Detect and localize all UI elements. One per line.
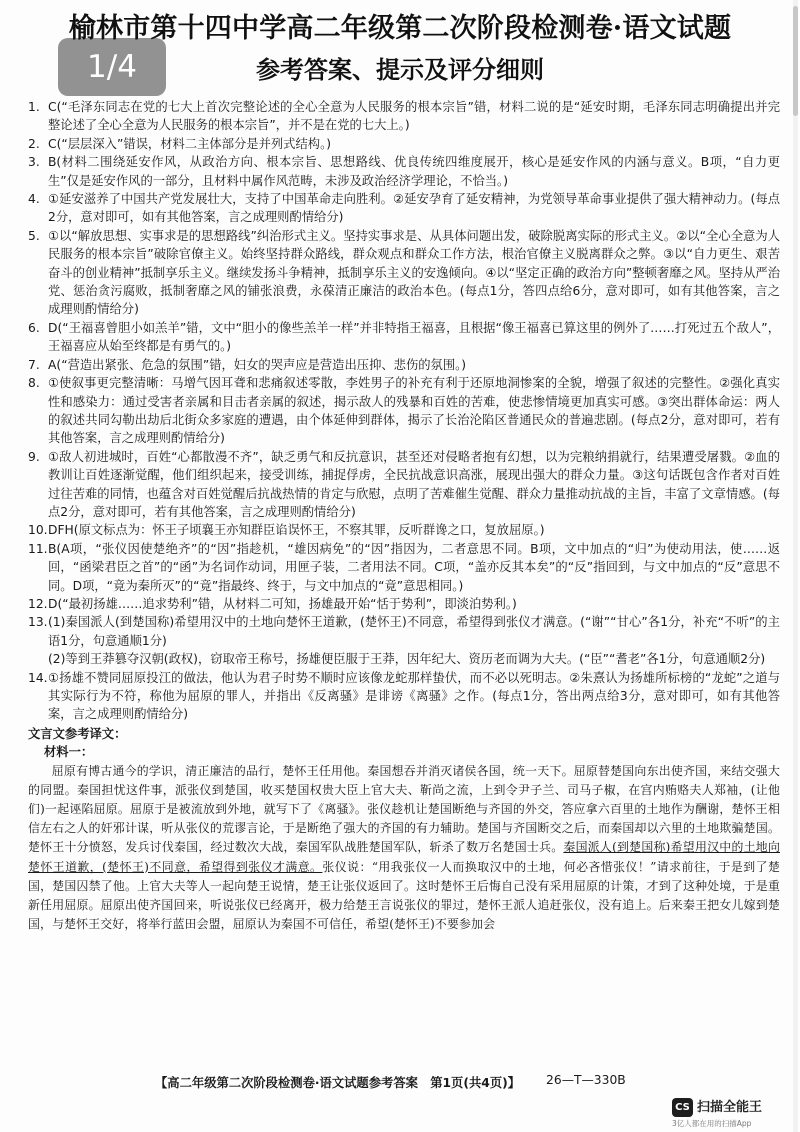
item-text: D(“王福喜曾胆小如羔羊”错，文中“胆小的像些羔羊一样”并非特指王福喜，且根据“像王福喜已算这里的例外了……打死过五个敌人”，王福喜应从始至终都是有勇气的。) — [48, 320, 780, 354]
item-number: 3. — [28, 155, 40, 170]
answer-item-3 — [28, 153, 780, 190]
item-number: 6. — [28, 320, 40, 335]
scrollbar-track[interactable] — [793, 0, 798, 1132]
item-number: 11. — [28, 541, 48, 556]
translation-heading: 文言文参考译文： — [28, 726, 127, 741]
answer-item-1 — [28, 98, 780, 135]
item-text: B(材料二围绕延安作风，从政治方向、根本宗旨、思想路线、优良传统四维度展开，核心是延安作风的内涵与意义。B项，“自力更生”仅是延安作风的一部分，且材料中属作风范畴，未涉及政治经济学理论，不恰当。) — [48, 155, 780, 188]
item-text: C(“层层深入”错误，材料二主体部分是并列式结构。) — [48, 136, 332, 151]
item-number: 12. — [28, 596, 48, 611]
item-text: (2)等到王莽篡夺汉朝(政权)，窃取帝王称号，扬雄便臣服于王莽，因年纪大、资历老而调为大夫。(“臣”“耆老”各1分，句意通顺2分) — [48, 652, 766, 667]
item-text: D(“最初扬雄……追求势利”错，从材料二可知，扬雄最开始“恬于势利”，即淡泊势利。) — [48, 596, 517, 611]
item-number: 10. — [28, 523, 48, 538]
translation-underlined-sentence: 秦国派人(到楚国称)希望用汉中的土地向楚怀王道歉，(楚怀王)不同意，希望得到张仪才满意。 — [28, 840, 780, 874]
item-number: 9. — [28, 449, 40, 464]
item-number: 8. — [28, 376, 40, 391]
page-footer — [155, 1073, 775, 1091]
logo-name: 扫描全能王 — [697, 1100, 763, 1115]
item-text: ①以“解放思想、实事求是的思想路线”纠治形式主义。坚持实事求是、从具体问题出发，破除脱离实际的形式主义。②以“全心全意为人民服务的根本宗旨”破除官僚主义。始终坚持群众路线，群众观点和群众工作方法，根治官僚主义脱离群众之弊。③以“自力更生、艰苦奋斗的创业精神”抵制享乐主义。继续发扬斗争精神，抵制享乐主义的安逸倾向。④以“坚定正确的政治方向”整顿奢靡之风。坚持从严治党、惩治贪污腐败，抵制奢靡之风的铺张浪费，永葆清正廉洁的政治本色。(每点1分，答四点给6分，意对即可，如有其他答案，言之成理则酌情给分) — [48, 228, 780, 317]
scanner-watermark-logo — [672, 1098, 794, 1130]
answer-item-6 — [28, 319, 780, 356]
item-number: 2. — [28, 136, 40, 151]
item-text: C(“毛泽东同志在党的七大上首次完整论述的全心全意为人民服务的根本宗旨”错，材料二说的是“延安时期，毛泽东同志明确提出并完整论述了全心全意为人民服务的根本宗旨”，并不是在党的七大上。) — [48, 100, 780, 133]
answer-item-13-part-1 — [28, 613, 780, 650]
answer-item-8 — [28, 374, 780, 448]
answer-item-10 — [28, 521, 780, 539]
item-text: DFH(原文标点为：怀王子顷襄王亦知群臣谄误怀王，不察其罪，反听群谗之口，复放屈原。) — [48, 523, 545, 538]
item-text: A(“营造出紧张、危急的氛围”错，妇女的哭声应是营造出压抑、悲伤的氛围。) — [48, 357, 467, 372]
answer-item-7 — [28, 356, 780, 374]
material-one-label: 材料一： — [44, 744, 94, 760]
scrollbar-thumb[interactable] — [793, 6, 798, 116]
footer-code: 26—T—330B — [546, 1073, 626, 1087]
item-text: ①使叙事更完整清晰：马增气因耳聋和悲痛叙述零散，李姓男子的补充有利于还原地洞惨案的全貌，增强了叙述的完整性。②强化真实性和感染力：通过受害者亲属和目击者亲属的叙述，揭示敌人的残暴和百姓的苦难，使悲惨情境更加真实可感。③突出群体命运：两人的叙述共同勾勒出劫后北街众多家庭的遭遇，由个体延伸到群体，揭示了长治沦陷区普通民众的普遍悲剧。(每点2分，意对即可，若有其他答案，言之成理则酌情给分) — [48, 376, 780, 446]
translation-text-after: 张仪说：“用我张仪一人而换取汉中的土地，何必吝惜张仪！”请求前往，于是到了楚国，楚国囚禁了他。上官大夫等人一起向楚王说情，楚王让张仪返回了。这时楚怀王后悔自己没有采用屈原的计策，才到了这种处境，于是重新任用屈原。屈原出使齐国回来，听说张仪已经离开，极力给楚王言说张仪的罪过，楚怀王派人追赶张仪，没有追上。后来秦王把女儿嫁到楚国，与楚怀王交好，将举行蓝田会盟，屈原认为秦国不可信任，希望(楚怀王)不要参加会 — [28, 859, 781, 932]
item-text: B(A项，“张仪因使楚绝齐”的“因”指趁机，“雄因病免”的“因”指因为，二者意思不同。B项，文中加点的“归”为使动用法，使……返回，“函梁君臣之首”的“函”为名词作动词，用匣子装，二者用法不同。C项，“盖亦反其本矣”的“反”指回到，与文中加点的“反”意思不同。D项，“竟为秦所灭”的“竟”指最终、终于，与文中加点的“竟”意思相同。) — [48, 541, 780, 593]
item-number — [28, 650, 48, 668]
item-number: 5. — [28, 228, 40, 243]
item-number: 13. — [28, 615, 48, 630]
answer-item-12 — [28, 595, 780, 613]
answer-item-2 — [28, 135, 780, 153]
answer-item-9 — [28, 448, 780, 522]
item-text: (1)秦国派人(到楚国称)希望用汉中的土地向楚怀王道歉，(楚怀王)不同意，希望得到张仪才满意。(“谢”“甘心”各1分，补充“不听”的主语1分，句意通顺1分) — [48, 615, 780, 648]
answer-item-14 — [28, 669, 780, 724]
document-subtitle: 参考答案、提示及评分细则 — [256, 55, 544, 84]
answer-item-13-part-2 — [28, 650, 780, 668]
answer-item-5 — [28, 227, 780, 319]
page-indicator-badge: 1/4 — [58, 38, 166, 96]
item-number: 4. — [28, 192, 40, 207]
item-number: 1. — [28, 100, 40, 114]
answer-item-11 — [28, 540, 780, 595]
item-text: ①敌人初进城时，百姓“心都散漫不齐”，缺乏勇气和反抗意识，甚至还对侵略者抱有幻想，以为完粮纳捐就行，结果遭受屠戮。②血的教训让百姓逐渐觉醒，他们组织起来，接受训练，捕捉俘虏，全民抗战意识高涨，展现出强大的群众力量。③这句话既包含作者对百姓过往苦难的同情，也蕴含对百姓觉醒后抗战热情的肯定与欣慰，点明了苦难催生觉醒、群众力量推动抗战的主旨，丰富了文章情感。(每点2分，意对即可，若有其他答案，言之成理则酌情给分) — [48, 449, 780, 519]
camscanner-logo-icon: CS — [672, 1098, 693, 1117]
translation-text-before: 屈原有博古通今的学识，清正廉洁的品行，楚怀王任用他。秦国想吞并消灭诸侯各国，统一天下。屈原替楚国向东出使齐国，来结交强大的同盟。秦国担忧这件事，派张仪到楚国，收买楚国权贵大臣上官大夫、靳尚之流，上到令尹子兰、司马子椒，在宫内贿赂夫人郑袖，(让他们)一起诬陷屈原。屈原于是被流放到外地，就写下了《离骚》。张仪趁机让楚国断绝与齐国的外交，答应拿六百里的土地作为酬谢，楚怀王相信左右之人的奸邪计谋，听从张仪的荒谬言论，于是断绝了强大的齐国的有力辅助。楚国与齐国断交之后，而秦国却以六里的土地欺骗楚国。楚怀王十分愤怒，发兵讨伐秦国，经过数次大战，秦国军队战胜楚国军队，斩杀了数万名楚国士兵。 — [28, 763, 780, 855]
answer-item-4 — [28, 190, 780, 227]
footer-label: 【高二年级第二次阶段检测卷·语文试题参考答案 第1页(共4页)】 — [155, 1076, 521, 1090]
item-number: 14. — [28, 670, 48, 685]
item-text: ①延安滋养了中国共产党发展壮大，支持了中国革命走向胜利。②延安孕育了延安精神，为党领导革命事业提供了强大精神动力。(每点2分，意对即可，如有其他答案，言之成理则酌情给分) — [48, 192, 780, 225]
document-title: 榆林市第十四中学高二年级第二次阶段检测卷·语文试题 — [68, 13, 732, 44]
translation-paragraph — [28, 762, 780, 935]
item-text: ①扬雄不赞同屈原投江的做法，他认为君子时势不顺时应该像龙蛇那样蛰伏，而不必以死明志。②朱熹认为扬雄所标榜的“龙蛇”之道与其实际行为不符，称他为屈原的罪人，并指出《反离骚》是诽谤《离骚》之作。(每点1分，答出两点给3分，意对即可，如有其他答案，言之成理则酌情给分) — [48, 670, 780, 722]
answer-body — [28, 98, 780, 934]
item-number: 7. — [28, 357, 40, 372]
logo-tagline: 3亿人都在用的扫描App — [672, 1119, 752, 1128]
